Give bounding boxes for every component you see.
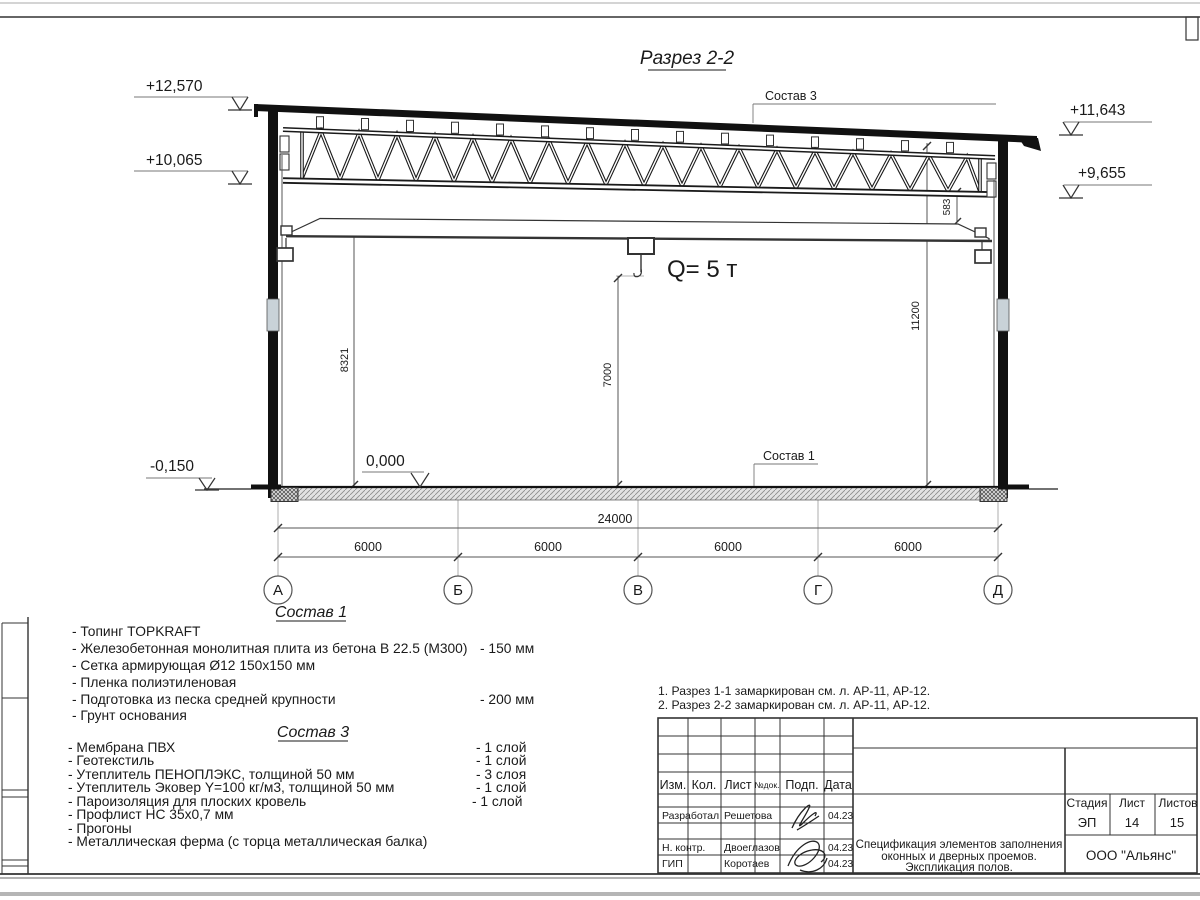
end-truck-right xyxy=(975,228,986,237)
list-item: - Сетка армирующая Ø12 150х150 мм xyxy=(72,658,316,673)
dim-bay-4: 6000 xyxy=(894,540,922,554)
list-item: - Грунт основания xyxy=(72,708,187,723)
svg-text:+10,065: +10,065 xyxy=(146,152,203,169)
sheet-header: Лист xyxy=(1118,796,1146,810)
svg-text:+11,643: +11,643 xyxy=(1070,102,1126,119)
svg-text:+9,655: +9,655 xyxy=(1078,165,1126,182)
list-item-value: - 1 слой xyxy=(476,780,527,795)
list-item-value: - 1 слой xyxy=(476,753,527,768)
dim-583: 583 xyxy=(942,198,953,216)
floor-slab xyxy=(280,488,998,501)
list-item: - Мембрана ПВХ xyxy=(68,740,176,755)
roof-edge-flashing xyxy=(1018,137,1041,151)
elevation-mid-left xyxy=(134,152,252,184)
note-1: 1. Разрез 1-1 замаркирован см. л. АР-11, АР-12. xyxy=(658,684,931,698)
row-role: Н. контр. xyxy=(662,842,706,854)
axis-bubbles xyxy=(264,576,1012,604)
row-name: Коротаев xyxy=(724,858,770,870)
row-name: Двоеглазов xyxy=(724,842,780,854)
format-box xyxy=(1186,17,1198,40)
floor xyxy=(204,485,1058,502)
col-data: Дата xyxy=(824,778,852,792)
dim-bay-1: 6000 xyxy=(354,540,382,554)
dim-bay-2: 6000 xyxy=(534,540,562,554)
section-title: Разрез 2-2 xyxy=(639,48,735,69)
roof-composition-list xyxy=(68,724,526,849)
roof-composition-label: Состав 3 xyxy=(765,89,817,103)
column-left-detail xyxy=(267,299,279,331)
footing-right xyxy=(980,488,1007,502)
dim-8321: 8321 xyxy=(339,347,351,373)
svg-text:+12,570: +12,570 xyxy=(146,78,203,95)
doc-title-line1: Спецификация элементов заполнения xyxy=(855,839,1063,851)
row-date: 04.23 xyxy=(828,843,854,854)
elevation-top-left xyxy=(134,78,252,110)
list-item: - Утеплитель Эковер Y=100 кг/м3, толщиной 50 мм xyxy=(68,780,395,795)
list-item: - Топинг TOPKRAFT xyxy=(72,624,201,639)
sheets-total: 15 xyxy=(1169,815,1185,830)
doc-title-line2: оконных и дверных проемов. xyxy=(881,851,1037,863)
col-ndok: №док. xyxy=(754,780,780,790)
stage-value: ЭП xyxy=(1077,815,1097,830)
axis-b: Б xyxy=(453,582,463,599)
note-2: 2. Разрез 2-2 замаркирован см. л. АР-11, АР-12. xyxy=(658,698,931,712)
roof-slab xyxy=(255,104,1037,143)
col-izm: Изм. xyxy=(659,778,687,792)
dim-11200: 11200 xyxy=(910,301,922,331)
col-podp: Подп. xyxy=(785,778,819,792)
axis-d: Д xyxy=(992,582,1004,599)
list-item: - Пленка полиэтиленовая xyxy=(72,675,237,690)
sheets-header: Листов xyxy=(1158,796,1198,810)
list-item-value: - 1 слой xyxy=(472,794,523,809)
row-date: 04.23 xyxy=(828,859,854,870)
sheet-number: 14 xyxy=(1124,815,1140,830)
svg-text:0,000: 0,000 xyxy=(366,453,405,470)
row-role: ГИП xyxy=(662,858,683,870)
list-item-value: - 200 мм xyxy=(480,692,535,707)
footing-left xyxy=(271,488,298,502)
floor-composition-label: Состав 1 xyxy=(763,449,815,463)
floor-composition-heading: Состав 1 xyxy=(274,604,348,621)
floor-composition-list xyxy=(72,604,534,723)
axis-v: В xyxy=(632,582,644,599)
bracket-right xyxy=(975,250,991,263)
dim-7000: 7000 xyxy=(602,362,614,388)
left-margin-stamps xyxy=(2,617,28,874)
bracket-left xyxy=(277,248,293,261)
list-item: - Утеплитель ПЕНОПЛЭКС, толщиной 50 мм xyxy=(68,767,355,782)
crane-capacity-label: Q= 5 т xyxy=(667,256,738,283)
title-block xyxy=(658,718,1198,874)
list-item: - Металлическая ферма (с торца металлическая балка) xyxy=(68,834,428,849)
crane-trolley xyxy=(628,238,654,254)
elevation-top-right xyxy=(1059,102,1152,135)
axis-a: А xyxy=(272,582,284,599)
list-item-value: - 150 мм xyxy=(480,641,535,656)
elevation-floor-zero xyxy=(362,453,429,487)
list-item: - Подготовка из песка средней крупности xyxy=(72,692,336,707)
list-item-value: - 1 слой xyxy=(476,740,527,755)
elevation-mid-right xyxy=(1059,165,1152,198)
elevation-ground xyxy=(146,458,219,490)
column-right-detail xyxy=(997,299,1009,331)
roof-structure xyxy=(254,104,1041,197)
end-truck-left xyxy=(281,226,292,235)
col-list: Лист xyxy=(724,778,752,792)
doc-title-line3: Экспликация полов. xyxy=(905,862,1013,874)
crane-hook xyxy=(634,269,641,277)
axis-g: Г xyxy=(813,582,823,599)
list-item-value: - 3 слоя xyxy=(476,767,527,782)
axis-extension-lines xyxy=(278,500,998,576)
list-item: - Профлист НС 35х0,7 мм xyxy=(68,807,234,822)
crane xyxy=(277,219,992,284)
list-item: - Железобетонная монолитная плита из бетона В 22.5 (М300) xyxy=(72,641,468,656)
list-item: - Прогоны xyxy=(68,821,132,836)
signature xyxy=(788,841,827,872)
row-date: 04.23 xyxy=(828,811,854,822)
dim-bay-3: 6000 xyxy=(714,540,742,554)
company-name: ООО "Альянс" xyxy=(1085,848,1177,863)
svg-text:-0,150: -0,150 xyxy=(150,458,194,475)
stage-header: Стадия xyxy=(1066,796,1108,810)
dim-overall: 24000 xyxy=(597,512,633,526)
signature xyxy=(792,805,819,830)
row-role: Разработал xyxy=(662,810,720,822)
list-item: - Геотекстиль xyxy=(68,753,155,768)
list-item: - Пароизоляция для плоских кровель xyxy=(68,794,307,809)
row-name: Решетова xyxy=(724,810,773,822)
col-kol: Кол. xyxy=(691,778,717,792)
notes xyxy=(658,684,930,712)
roof-composition-heading: Состав 3 xyxy=(276,724,350,741)
